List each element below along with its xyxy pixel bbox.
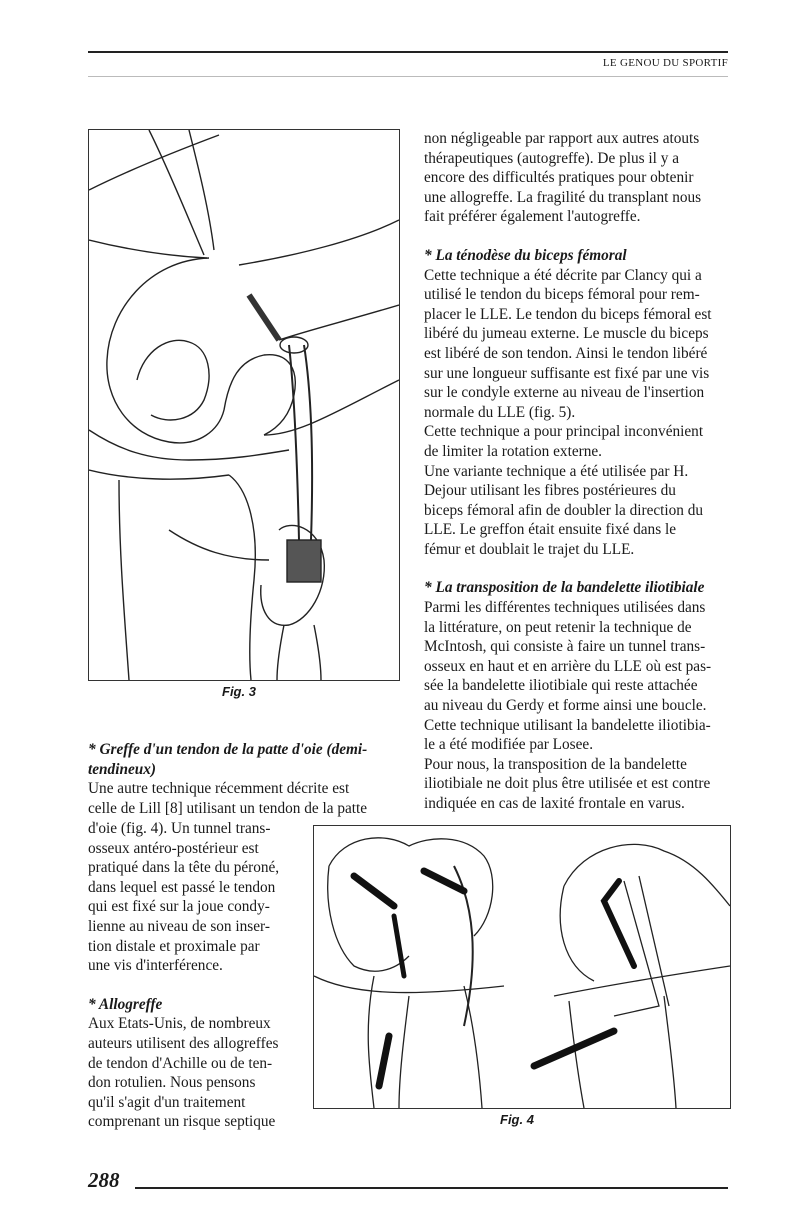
heading-allogreffe: * Allogreffe [88, 995, 163, 1013]
paragraph-lill-full: Une autre technique récemment décrite est celle de Lill [8] utilisant un tendon de la patte [88, 780, 368, 817]
figure-3-box [88, 129, 400, 681]
paragraph-biceps: Cette technique a été décrite par Clancy qui a utilisé le tendon du biceps fémoral pour rem- placer le LLE. Le tendon du biceps fémoral est libéré du jumeau externe. Le muscle du biceps est libéré de son tendon. Ainsi le tendon libéré sur une longueur suffisante est fixé par une vis sur le condyle externe au niveau de l'insertion normale du LLE (fig. 5). Cette technique a pour principal inconvénient de limiter la rotation externe. Une variante technique a été utilisée par H. Dejour utilisant les fibres postérieures du biceps fémoral afin de doubler la direction du LLE. Le greffon était ensuite fixé dans le fémur et doublait le trajet du LLE. [424, 266, 712, 558]
left-column-narrow [88, 819, 298, 1132]
figure-4-box [313, 825, 731, 1109]
header-rule [88, 51, 728, 53]
running-title: LE GENOU DU SPORTIF [602, 57, 728, 69]
figure-3-illustration [89, 130, 399, 680]
heading-patte-oie: * Greffe d'un tendon de la patte d'oie (demi- tendineux) [88, 741, 368, 778]
paragraph-iliotibial: Parmi les différentes techniques utilisées dans la littérature, on peut retenir la technique de McIntosh, qui consiste à faire un tunnel trans- osseux en haut et en arrière du LLE où est pas- sée la bandelette iliotibiale qui reste attachée au niveau du Gerdy et forme ainsi une boucle. Cette technique utilisant la bandelette iliotibia- le a été modifiée par Losee. Pour nous, la transposition de la bandelette iliotibiale ne doit plus être utilisée et est contre indiquée en cas de laxité frontale en varus. [424, 599, 712, 812]
paragraph-allogreffe: Aux Etats-Unis, de nombreux auteurs utilisent des allogreffes de tendon d'Achille ou de ten- don rotulien. Nous pensons qu'il s'agit d'un traitement comprenant un risque septique [88, 1015, 279, 1131]
heading-biceps-tenodese: * La ténodèse du biceps fémoral [424, 246, 627, 264]
right-column [424, 129, 729, 814]
left-column-top [88, 740, 400, 818]
paragraph-lill-narrow: d'oie (fig. 4). Un tunnel trans- osseux antéro-postérieur est pratiqué dans la tête du péroné, dans lequel est passé le tendon qui est fixé sur la joue condy- lienne au niveau de son inser- tion distale et proximale par une vis d'interférence. [88, 820, 280, 975]
footer-rule [135, 1187, 728, 1189]
header-thin-rule [88, 76, 728, 77]
figure-4-illustration [314, 826, 730, 1108]
figure-4-caption: Fig. 4 [500, 1112, 534, 1127]
page-number: 288 [88, 1168, 120, 1192]
heading-iliotibial-transposition: * La transposition de la bandelette iliotibiale [424, 579, 705, 597]
figure-3-caption: Fig. 3 [222, 684, 256, 699]
paragraph-allogreffe-continued: non négligeable par rapport aux autres atouts thérapeutiques (autogreffe). De plus il y a encore des difficultés pratiques pour obtenir une allogreffe. La fragilité du transplant nous fait préférer également l'autogreffe. [424, 130, 702, 226]
